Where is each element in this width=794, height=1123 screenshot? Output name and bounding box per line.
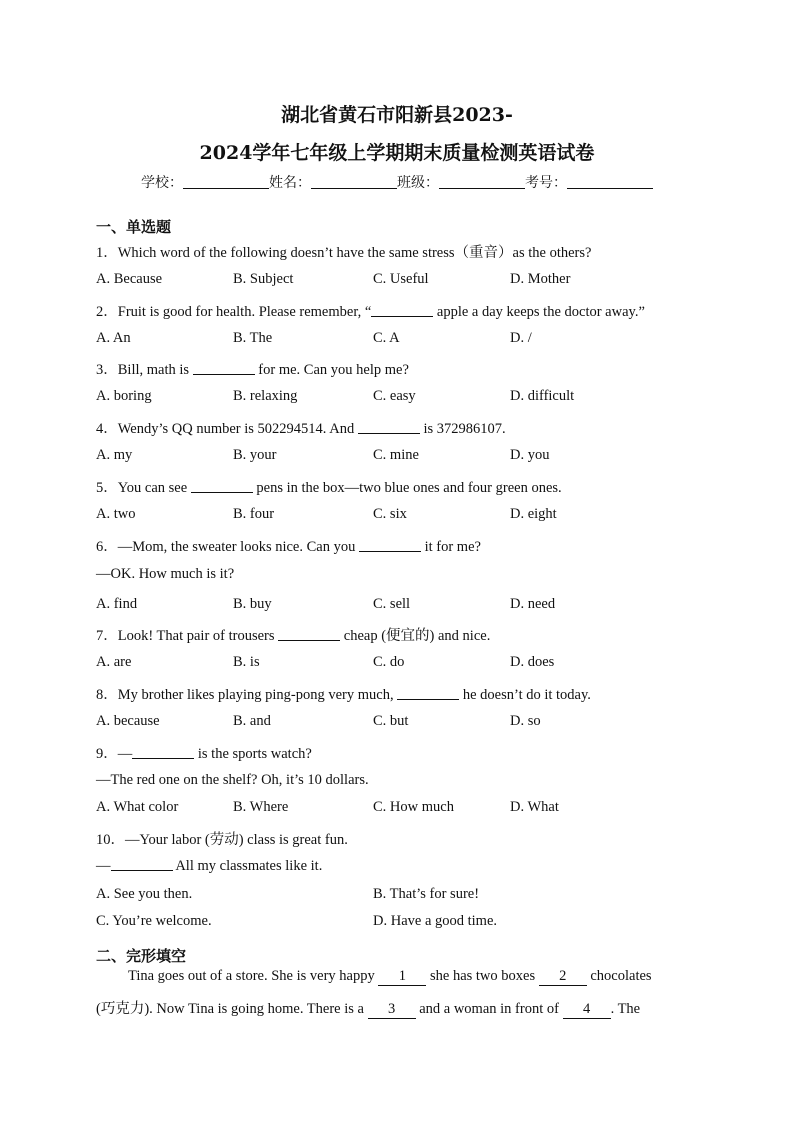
answer-blank[interactable] bbox=[359, 539, 421, 552]
option-d[interactable]: D. / bbox=[510, 330, 532, 346]
name-field: 姓名： bbox=[269, 172, 397, 192]
option-b[interactable]: B. Where bbox=[233, 799, 289, 815]
question-8: 8．My brother likes playing ping-pong very much, he doesn’t do it today. bbox=[96, 687, 591, 703]
option-b[interactable]: B. your bbox=[233, 447, 277, 463]
option-a[interactable]: A. What color bbox=[96, 799, 179, 815]
name-blank[interactable] bbox=[311, 174, 397, 189]
question-10-options-row1 bbox=[96, 886, 696, 904]
option-d[interactable]: D. What bbox=[510, 799, 559, 815]
question-9: 9．— is the sports watch? bbox=[96, 746, 312, 762]
cloze-blank-4[interactable]: 4 bbox=[563, 1001, 611, 1019]
question-3-options bbox=[96, 388, 696, 406]
answer-blank[interactable] bbox=[371, 304, 433, 317]
option-c[interactable]: C. six bbox=[373, 506, 407, 522]
option-b[interactable]: B. four bbox=[233, 506, 275, 522]
option-a[interactable]: A. Because bbox=[96, 271, 163, 287]
option-a[interactable]: A. boring bbox=[96, 388, 152, 404]
option-a[interactable]: A. are bbox=[96, 654, 132, 670]
cloze-blank-2[interactable]: 2 bbox=[539, 968, 587, 986]
question-2: 2．Fruit is good for health. Please remember, “ apple a day keeps the doctor away.” bbox=[96, 304, 645, 320]
school-field: 学校： bbox=[141, 172, 269, 192]
question-10: 10．—Your labor (劳动) class is great fun. bbox=[96, 832, 348, 848]
cloze-blank-3[interactable]: 3 bbox=[368, 1001, 416, 1019]
option-d[interactable]: D. eight bbox=[510, 506, 557, 522]
question-1-options bbox=[96, 271, 696, 289]
cloze-blank-1[interactable]: 1 bbox=[378, 968, 426, 986]
option-c[interactable]: C. How much bbox=[373, 799, 454, 815]
question-5-options bbox=[96, 506, 696, 524]
option-d[interactable]: D. Have a good time. bbox=[373, 913, 498, 929]
cloze-line-2: (巧克力). Now Tina is going home. There is a 3 and a woman in front of 4 . The bbox=[96, 1001, 641, 1017]
question-6-options bbox=[96, 596, 696, 614]
answer-blank[interactable] bbox=[132, 746, 194, 759]
student-info-row bbox=[0, 172, 794, 192]
option-b[interactable]: B. Subject bbox=[233, 271, 294, 287]
question-5: 5．You can see pens in the box—two blue ones and four green ones. bbox=[96, 480, 562, 496]
option-d[interactable]: D. difficult bbox=[510, 388, 575, 404]
option-c[interactable]: C. but bbox=[373, 713, 409, 729]
class-field: 班级： bbox=[397, 172, 525, 192]
question-1: 1．Which word of the following doesn’t have the same stress（重音）as the others? bbox=[96, 245, 592, 261]
question-10-dialogue-line: — All my classmates like it. bbox=[96, 858, 323, 874]
answer-blank[interactable] bbox=[111, 858, 173, 871]
answer-blank[interactable] bbox=[397, 687, 459, 700]
answer-blank[interactable] bbox=[193, 362, 255, 375]
question-6: 6．—Mom, the sweater looks nice. Can you it for me? bbox=[96, 539, 481, 555]
option-d[interactable]: D. Mother bbox=[510, 271, 571, 287]
class-blank[interactable] bbox=[439, 174, 525, 189]
question-9-options bbox=[96, 799, 696, 817]
option-c[interactable]: C. You’re welcome. bbox=[96, 913, 212, 929]
question-6-dialogue-line: —OK. How much is it? bbox=[96, 566, 235, 582]
option-d[interactable]: D. need bbox=[510, 596, 556, 612]
option-a[interactable]: A. find bbox=[96, 596, 138, 612]
option-a[interactable]: A. See you then. bbox=[96, 886, 193, 902]
exam-number-field: 考号： bbox=[525, 172, 653, 192]
option-c[interactable]: C. do bbox=[373, 654, 405, 670]
option-b[interactable]: B. The bbox=[233, 330, 273, 346]
option-b[interactable]: B. relaxing bbox=[233, 388, 298, 404]
section-title-single-choice: 一、单选题 bbox=[96, 218, 172, 236]
option-c[interactable]: C. A bbox=[373, 330, 400, 346]
question-10-options-row2 bbox=[96, 913, 696, 931]
option-c[interactable]: C. mine bbox=[373, 447, 419, 463]
question-8-options bbox=[96, 713, 696, 731]
option-b[interactable]: B. and bbox=[233, 713, 271, 729]
option-c[interactable]: C. Useful bbox=[373, 271, 429, 287]
option-a[interactable]: A. An bbox=[96, 330, 131, 346]
exam-title-line1: 湖北省黄石市阳新县2023- bbox=[281, 104, 513, 126]
option-b[interactable]: B. buy bbox=[233, 596, 272, 612]
exam-title-line2: 2024学年七年级上学期期末质量检测英语试卷 bbox=[199, 142, 595, 164]
question-2-options bbox=[96, 330, 696, 348]
question-4-options bbox=[96, 447, 696, 465]
cloze-line-1: Tina goes out of a store. She is very happy 1 she has two boxes 2 chocolates bbox=[128, 968, 652, 984]
option-c[interactable]: C. sell bbox=[373, 596, 411, 612]
option-d[interactable]: D. so bbox=[510, 713, 541, 729]
option-d[interactable]: D. you bbox=[510, 447, 550, 463]
option-d[interactable]: D. does bbox=[510, 654, 555, 670]
option-b[interactable]: B. is bbox=[233, 654, 260, 670]
option-a[interactable]: A. because bbox=[96, 713, 160, 729]
answer-blank[interactable] bbox=[358, 421, 420, 434]
question-7-options bbox=[96, 654, 696, 672]
option-a[interactable]: A. my bbox=[96, 447, 133, 463]
school-blank[interactable] bbox=[183, 174, 269, 189]
exam-number-blank[interactable] bbox=[567, 174, 653, 189]
option-a[interactable]: A. two bbox=[96, 506, 136, 522]
question-7: 7．Look! That pair of trousers cheap (便宜的) and nice. bbox=[96, 628, 491, 644]
option-c[interactable]: C. easy bbox=[373, 388, 416, 404]
answer-blank[interactable] bbox=[191, 480, 253, 493]
section-title-cloze: 二、完形填空 bbox=[96, 947, 187, 965]
option-b[interactable]: B. That’s for sure! bbox=[373, 886, 480, 902]
question-3: 3．Bill, math is for me. Can you help me? bbox=[96, 362, 409, 378]
answer-blank[interactable] bbox=[278, 628, 340, 641]
question-4: 4．Wendy’s QQ number is 502294514. And is 372986107. bbox=[96, 421, 506, 437]
question-9-dialogue-line: —The red one on the shelf? Oh, it’s 10 dollars. bbox=[96, 772, 369, 788]
